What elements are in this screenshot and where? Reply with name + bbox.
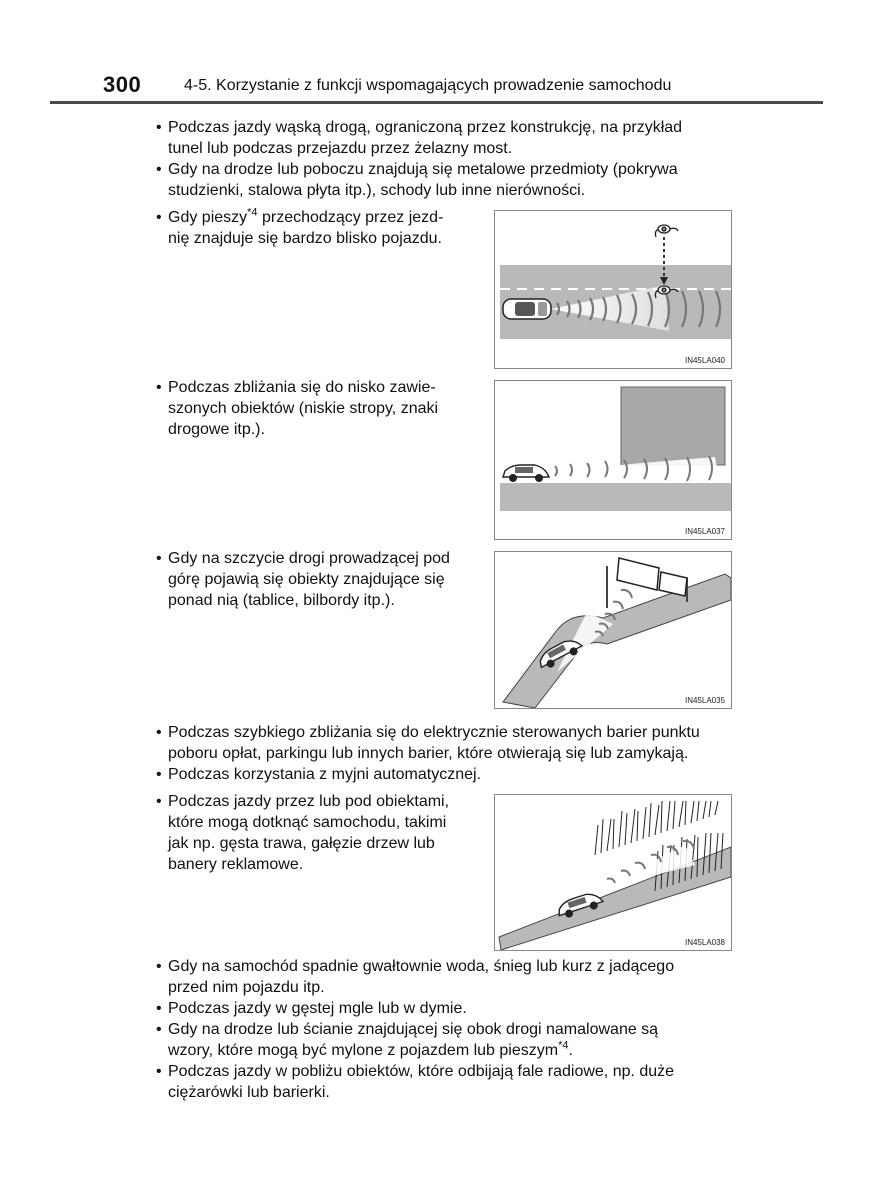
- bullet-text: Gdy na drodze lub poboczu znajdują się metalowe przedmioty (pokrywa: [168, 161, 678, 178]
- bullet-text: nię znajduje się bardzo blisko pojazdu.: [168, 230, 442, 247]
- bullet-text: Podczas jazdy przez lub pod obiektami,: [168, 793, 450, 810]
- bullet-text: Gdy na szczycie drogi prowadzącej pod: [168, 550, 450, 567]
- bullet-item: • Podczas jazdy wąską drogą, ograniczoną przez konstrukcję, na przykład tunel lub podczas przejazdu przez żelazny most.: [156, 117, 736, 159]
- bullet-text: Podczas szybkiego zbliżania się do elektrycznie sterowanych barier punktu: [168, 724, 700, 741]
- tall-grass-illustration: [495, 795, 731, 950]
- bullet-text: Podczas jazdy w pobliżu obiektów, które odbijają fale radiowe, np. duże: [168, 1063, 675, 1080]
- bullet-text: poboru opłat, parkingu lub innych barier, które otwierają się lub zamykają.: [168, 745, 689, 762]
- bullet-item: • Podczas jazdy w gęstej mgle lub w dymie.: [156, 998, 736, 1019]
- footnote-ref: *4: [247, 206, 258, 219]
- figure-id: IN45LA037: [684, 527, 725, 536]
- figure-id: IN45LA040: [684, 356, 725, 365]
- header-rule: [50, 101, 823, 104]
- figure-uphill-signboard: [494, 551, 732, 709]
- footnote-ref: *4: [558, 1039, 569, 1052]
- bullet-text: Gdy pieszy: [168, 209, 248, 226]
- bullet-text: Podczas zbliżania się do nisko zawie-: [168, 379, 436, 396]
- bullet-item: • Podczas zbliżania się do nisko zawie- szonych obiektów (niskie stropy, znaki drogowe itp.).: [156, 377, 480, 440]
- bullet-text: jak np. gęsta trawa, gałęzie drzew lub: [168, 835, 435, 852]
- uphill-signboard-illustration: [495, 552, 731, 708]
- bullet-text: Podczas korzystania z myjni automatycznej.: [168, 766, 482, 783]
- bullet-text: tunel lub podczas przejazdu przez żelazny most.: [168, 140, 513, 157]
- bullet-text: górę pojawią się obiekty znajdujące się: [168, 571, 445, 588]
- bullet-text: Gdy na drodze lub ścianie znajdującej się obok drogi namalowane są: [168, 1021, 659, 1038]
- page-number: 300: [103, 72, 142, 97]
- bullet-text: szonych obiektów (niskie stropy, znaki: [168, 400, 439, 417]
- figure-id: IN45LA038: [684, 938, 725, 947]
- bullet-item: • Podczas korzystania z myjni automatycznej.: [156, 764, 736, 785]
- figure-pedestrian: [494, 210, 732, 369]
- bullet-text: ciężarówki lub barierki.: [168, 1084, 330, 1101]
- figure-low-overhead: [494, 380, 732, 540]
- figure-id: IN45LA035: [684, 696, 725, 705]
- bullet-text: wzory, które mogą być mylone z pojazdem lub pieszym: [168, 1042, 559, 1059]
- bullet-item: • Podczas jazdy w pobliżu obiektów, które odbijają fale radiowe, np. duże ciężarówki lub barierki.: [156, 1061, 736, 1103]
- bullet-text: które mogą dotknąć samochodu, takimi: [168, 814, 447, 831]
- bullet-text: banery reklamowe.: [168, 856, 304, 873]
- bullet-item: • Gdy na drodze lub poboczu znajdują się metalowe przedmioty (pokrywa studzienki, stalowa płyta itp.), schody lub inne nierówności.: [156, 159, 736, 201]
- bullet-text: drogowe itp.).: [168, 421, 265, 438]
- bullet-item: • Podczas jazdy przez lub pod obiektami, które mogą dotknąć samochodu, takimi jak np. gęsta trawa, gałęzie drzew lub banery reklamowe.: [156, 791, 480, 875]
- bullet-text: Podczas jazdy wąską drogą, ograniczoną przez konstrukcję, na przykład: [168, 119, 683, 136]
- bullet-text: ponad nią (tablice, bilbordy itp.).: [168, 592, 395, 609]
- bullet-text: przechodzący przez jezd-: [257, 209, 444, 226]
- bullet-item: • Gdy na samochód spadnie gwałtownie woda, śnieg lub kurz z jadącego przed nim pojazdu itp.: [156, 956, 736, 998]
- pedestrian-crossing-illustration: [495, 211, 731, 368]
- bullet-item: • Podczas szybkiego zbliżania się do elektrycznie sterowanych barier punktu poboru opłat, parkingu lub innych barier, które otwierają się lub zamykają.: [156, 722, 736, 764]
- bullet-text: Gdy na samochód spadnie gwałtownie woda, śnieg lub kurz z jadącego: [168, 958, 675, 975]
- bullet-item: • Gdy na drodze lub ścianie znajdującej się obok drogi namalowane są wzory, które mogą być mylone z pojazdem lub pieszym$^{*4}$.: [156, 1019, 736, 1061]
- bullet-item: • Gdy pieszy$^{*4}$ przechodzący przez jezd- nię znajduje się bardzo blisko pojazdu.: [156, 207, 480, 249]
- section-title: 4-5. Korzystanie z funkcji wspomagających prowadzenie samochodu: [184, 77, 672, 94]
- bullet-text: Podczas jazdy w gęstej mgle lub w dymie.: [168, 1000, 467, 1017]
- page-header: [103, 70, 823, 104]
- bullet-text: przed nim pojazdu itp.: [168, 979, 325, 996]
- figure-tall-grass: [494, 794, 732, 951]
- bullet-text: studzienki, stalowa płyta itp.), schody lub inne nierówności.: [168, 182, 586, 199]
- bullet-item: • Gdy na szczycie drogi prowadzącej pod górę pojawią się obiekty znajdujące się ponad nią (tablice, bilbordy itp.).: [156, 548, 480, 611]
- bullet-text: .: [568, 1042, 573, 1059]
- low-overhead-structure-illustration: [495, 381, 731, 539]
